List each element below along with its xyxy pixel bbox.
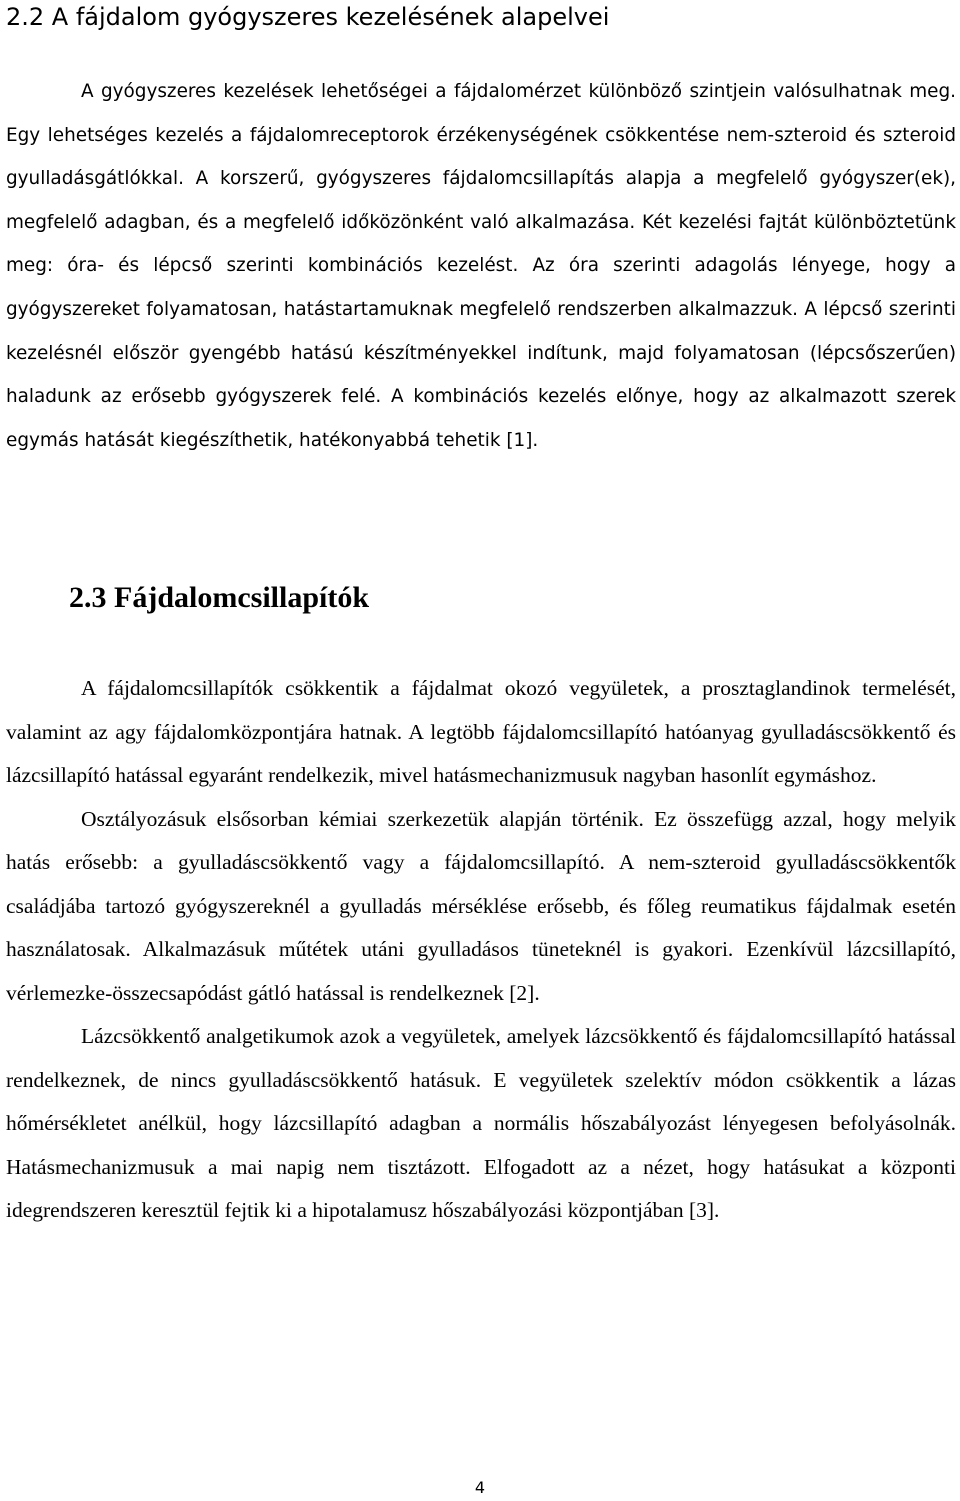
section-2-3-paragraph-1: A fájdalomcsillapítók csökkentik a fájdalmat okozó vegyületek, a prosztaglandinok termelését, valamint az agy fájdalomközpontjára hatnak. A legtöbb fájdalomcsillapító hatóanyag gyulladáscsökkentő és lázcsillapító hatással egyaránt rendelkezik, mivel hatásmechanizmusuk nagyban hasonlít egymáshoz. — [6, 676, 956, 787]
page-number: 4 — [474, 1478, 486, 1497]
section-2-2-heading: 2.2 A fájdalom gyógyszeres kezelésének alapelvei — [6, 3, 610, 31]
section-2-3-heading: 2.3 Fájdalomcsillapítók — [69, 581, 370, 614]
section-2-3-paragraph-3: Lázcsökkentő analgetikumok azok a vegyületek, amelyek lázcsökkentő és fájdalomcsillapító hatással rendelkeznek, de nincs gyulladáscsökkentő hatásuk. E vegyületek szelektív módon csökkentik a lázas hőmérsékletet anélkül, hogy lázcsillapító adagban a normális hőszabályozást lényegesen befolyásolnák. Hatásmechanizmusuk a mai napig nem tisztázott. Elfogadott az a nézet, hogy hatásukat a központi idegrendszeren keresztül fejtik ki a hipotalamusz hőszabályozási központjában [3]. — [6, 1024, 956, 1222]
section-2-3-body — [6, 667, 956, 1233]
section-2-3-paragraph-2: Osztályozásuk elsősorban kémiai szerkezetük alapján történik. Ez összefügg azzal, hogy melyik hatás erősebb: a gyulladáscsökkentő vagy a fájdalomcsillapító. A nem-szteroid gyulladáscsökkentők családjába tartozó gyógyszereknél a gyulladás mérséklése erősebb, és főleg reumatikus fájdalmak esetén használatosak. Alkalmazásuk műtétek utáni gyulladásos tüneteknél is gyakori. Ezenkívül lázcsillapító, vérlemezke-összecsapódást gátló hatással is rendelkeznek [2]. — [6, 806, 956, 1005]
document-page — [6, 0, 956, 1501]
section-2-2-paragraph: A gyógyszeres kezelések lehetőségei a fájdalomérzet különböző szintjein valósulhatnak meg. Egy lehetséges kezelés a fájdalomreceptorok érzékenységének csökkentése nem-szteroid és szteroid gyulladásgátlókkal. A korszerű, gyógyszeres fájdalomcsillapítás alapja a megfelelő gyógyszer(ek), megfelelő adagban, és a megfelelő időközönként való alkalmazása. Két kezelési fajtát különböztetünk meg: óra- és lépcső szerinti kombinációs kezelést. Az óra szerinti adagolás lényege, hogy a gyógyszereket folyamatosan, hatástartamuknak megfelelő rendszerben alkalmazzuk. A lépcső szerinti kezelésnél először gyengébb hatású készítményekkel indítunk, majd folyamatosan (lépcsőszerűen) haladunk az erősebb gyógyszerek felé. A kombinációs kezelés előnye, hogy az alkalmazott szerek egymás hatását kiegészíthetik, hatékonyabbá tehetik [1]. — [6, 81, 956, 451]
